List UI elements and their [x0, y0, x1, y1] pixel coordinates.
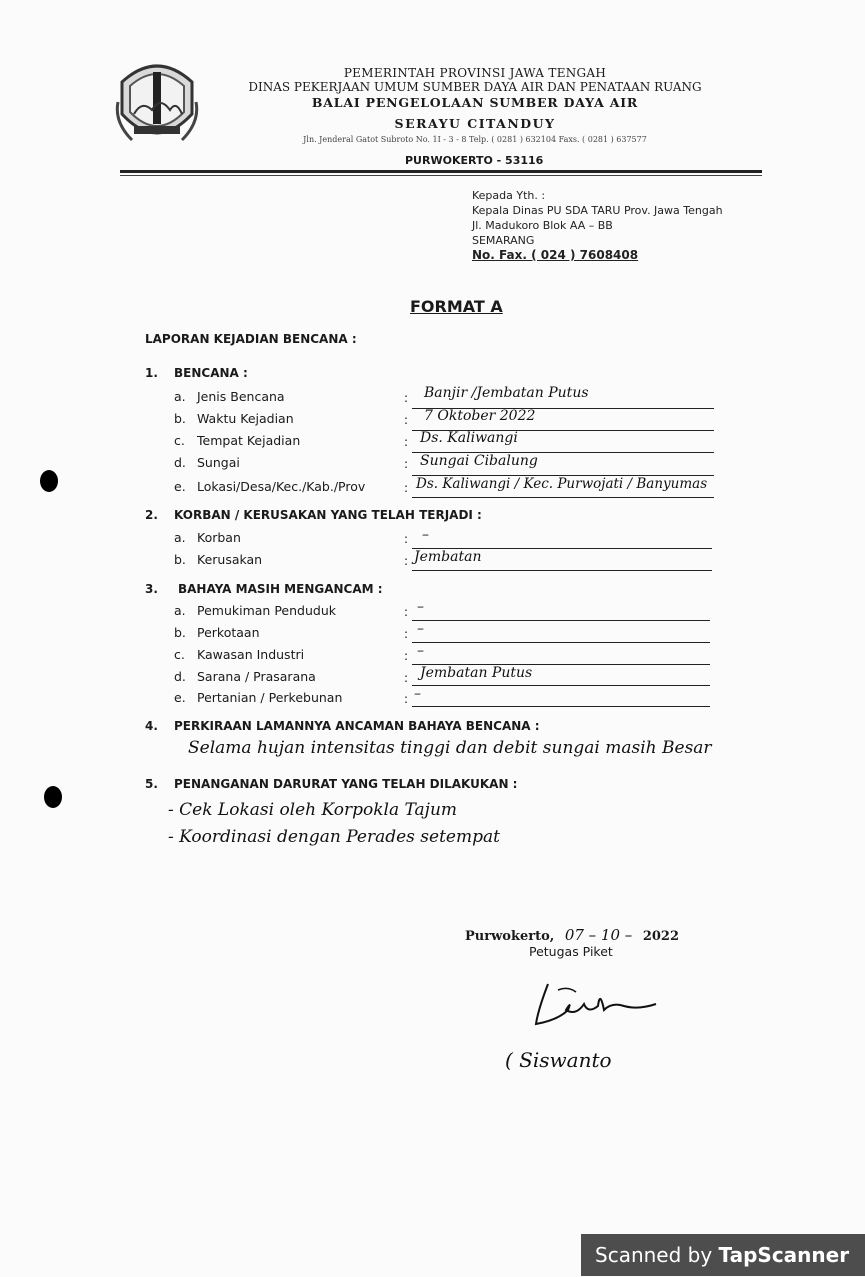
- kop-divider: [120, 170, 762, 173]
- kop-line-4: SERAYU CITANDUY: [394, 115, 556, 131]
- section-2-title: KORBAN / KERUSAKAN YANG TELAH TERJADI :: [174, 508, 482, 522]
- s3-c-label: Kawasan Industri: [197, 647, 305, 662]
- s1-c-value: Ds. Kaliwangi: [420, 430, 518, 446]
- s2-b-letter: b.: [174, 552, 186, 567]
- s3-e-letter: e.: [174, 690, 186, 705]
- recipient-line-4: SEMARANG: [472, 234, 535, 247]
- recipient-line-1: Kepada Yth. :: [472, 189, 546, 202]
- report-title: LAPORAN KEJADIAN BENCANA :: [145, 332, 357, 346]
- kop-line-1: PEMERINTAH PROVINSI JAWA TENGAH: [343, 66, 607, 80]
- sign-year: 2022: [642, 929, 680, 944]
- s3-d-value: Jembatan Putus: [420, 665, 533, 681]
- s1-b-value: 7 Oktober 2022: [424, 408, 536, 424]
- colon: :: [404, 481, 409, 495]
- s1-b-label: Waktu Kejadian: [197, 411, 294, 426]
- s3-a-value: –: [417, 599, 424, 615]
- s1-a-label: Jenis Bencana: [197, 389, 285, 404]
- recipient-fax: No. Fax. ( 024 ) 7608408: [472, 248, 639, 262]
- colon: :: [404, 671, 409, 685]
- s3-d-letter: d.: [174, 669, 186, 684]
- colon: :: [404, 554, 409, 568]
- answer-line: [412, 684, 710, 686]
- watermark-brand: TapScanner: [718, 1243, 850, 1267]
- s1-e-label: Lokasi/Desa/Kec./Kab./Prov: [197, 479, 366, 494]
- colon: :: [404, 532, 409, 546]
- s1-d-value: Sungai Cibalung: [420, 453, 538, 469]
- kop-city: PURWOKERTO - 53116: [405, 154, 544, 167]
- section-3-number: 3.: [145, 582, 158, 596]
- s5-item-2: - Koordinasi dengan Perades setempat: [168, 827, 500, 847]
- colon: :: [404, 605, 409, 619]
- section-5-title: PENANGANAN DARURAT YANG TELAH DILAKUKAN :: [174, 777, 518, 791]
- kop-address: Jln. Jenderal Gatot Subroto No. 1I - 3 - 8 Telp. ( 0281 ) 632104 Faxs. ( 0281 ) 637577: [303, 134, 647, 144]
- s1-e-letter: e.: [174, 479, 186, 494]
- sign-role: Petugas Piket: [529, 944, 613, 959]
- s3-d-label: Sarana / Prasarana: [197, 669, 316, 684]
- s2-b-value: Jembatan: [414, 549, 482, 565]
- s2-a-label: Korban: [197, 530, 241, 545]
- s3-a-label: Pemukiman Penduduk: [197, 603, 336, 618]
- s5-item-1: - Cek Lokasi oleh Korpokla Tajum: [168, 800, 458, 820]
- punch-hole: [44, 786, 62, 808]
- answer-line: [412, 641, 710, 643]
- s2-a-value: –: [422, 527, 429, 543]
- colon: :: [404, 627, 409, 641]
- s1-d-label: Sungai: [197, 455, 240, 470]
- watermark-prefix: Scanned by: [595, 1243, 719, 1267]
- colon: :: [404, 391, 409, 405]
- s1-c-letter: c.: [174, 433, 185, 448]
- colon: :: [404, 457, 409, 471]
- s3-e-label: Pertanian / Perkebunan: [197, 690, 343, 705]
- recipient-line-3: Jl. Madukoro Blok AA – BB: [472, 219, 613, 232]
- recipient-line-2: Kepala Dinas PU SDA TARU Prov. Jawa Tengah: [472, 204, 723, 217]
- colon: :: [404, 649, 409, 663]
- s2-b-label: Kerusakan: [197, 552, 263, 567]
- s3-b-label: Perkotaan: [197, 625, 260, 640]
- colon: :: [404, 413, 409, 427]
- s2-a-letter: a.: [174, 530, 186, 545]
- s3-c-value: –: [417, 643, 424, 659]
- s3-b-letter: b.: [174, 625, 186, 640]
- s1-b-letter: b.: [174, 411, 186, 426]
- answer-line: [412, 619, 710, 621]
- sign-place: Purwokerto,: [465, 929, 555, 944]
- s1-a-letter: a.: [174, 389, 186, 404]
- s1-d-letter: d.: [174, 455, 186, 470]
- section-4-number: 4.: [145, 719, 158, 733]
- kop-line-3: BALAI PENGELOLAAN SUMBER DAYA AIR: [311, 94, 639, 110]
- s3-c-letter: c.: [174, 647, 185, 662]
- s3-a-letter: a.: [174, 603, 186, 618]
- punch-hole: [40, 470, 58, 492]
- s4-text: Selama hujan intensitas tinggi dan debit sungai masih Besar: [188, 738, 712, 758]
- section-4-title: PERKIRAAN LAMANNYA ANCAMAN BAHAYA BENCANA :: [174, 719, 540, 733]
- section-3-title: BAHAYA MASIH MENGANCAM :: [178, 582, 383, 596]
- form-title: FORMAT A: [410, 297, 503, 316]
- section-5-number: 5.: [145, 777, 158, 791]
- s3-b-value: –: [417, 621, 424, 637]
- colon: :: [404, 435, 409, 449]
- sign-date-hand: 07 – 10 –: [564, 926, 633, 944]
- s1-a-value: Banjir /Jembatan Putus: [424, 385, 589, 401]
- kop-divider-thin: [120, 175, 762, 176]
- answer-line: [412, 569, 712, 571]
- tapscanner-watermark: [581, 1234, 865, 1276]
- section-1-number: 1.: [145, 366, 158, 380]
- colon: :: [404, 692, 409, 706]
- kop-line-2: DINAS PEKERJAAN UMUM SUMBER DAYA AIR DAN PENATAAN RUANG: [248, 80, 702, 95]
- section-2-number: 2.: [145, 508, 158, 522]
- sign-name: ( Siswanto: [505, 1048, 612, 1072]
- s1-e-value: Ds. Kaliwangi / Kec. Purwojati / Banyumas: [416, 476, 708, 492]
- section-1-title: BENCANA :: [174, 366, 248, 380]
- signature-graphic: [528, 980, 668, 1030]
- answer-line: [412, 705, 710, 707]
- answer-line: [412, 496, 714, 498]
- s1-c-label: Tempat Kejadian: [197, 433, 301, 448]
- s3-e-value: –: [414, 686, 421, 702]
